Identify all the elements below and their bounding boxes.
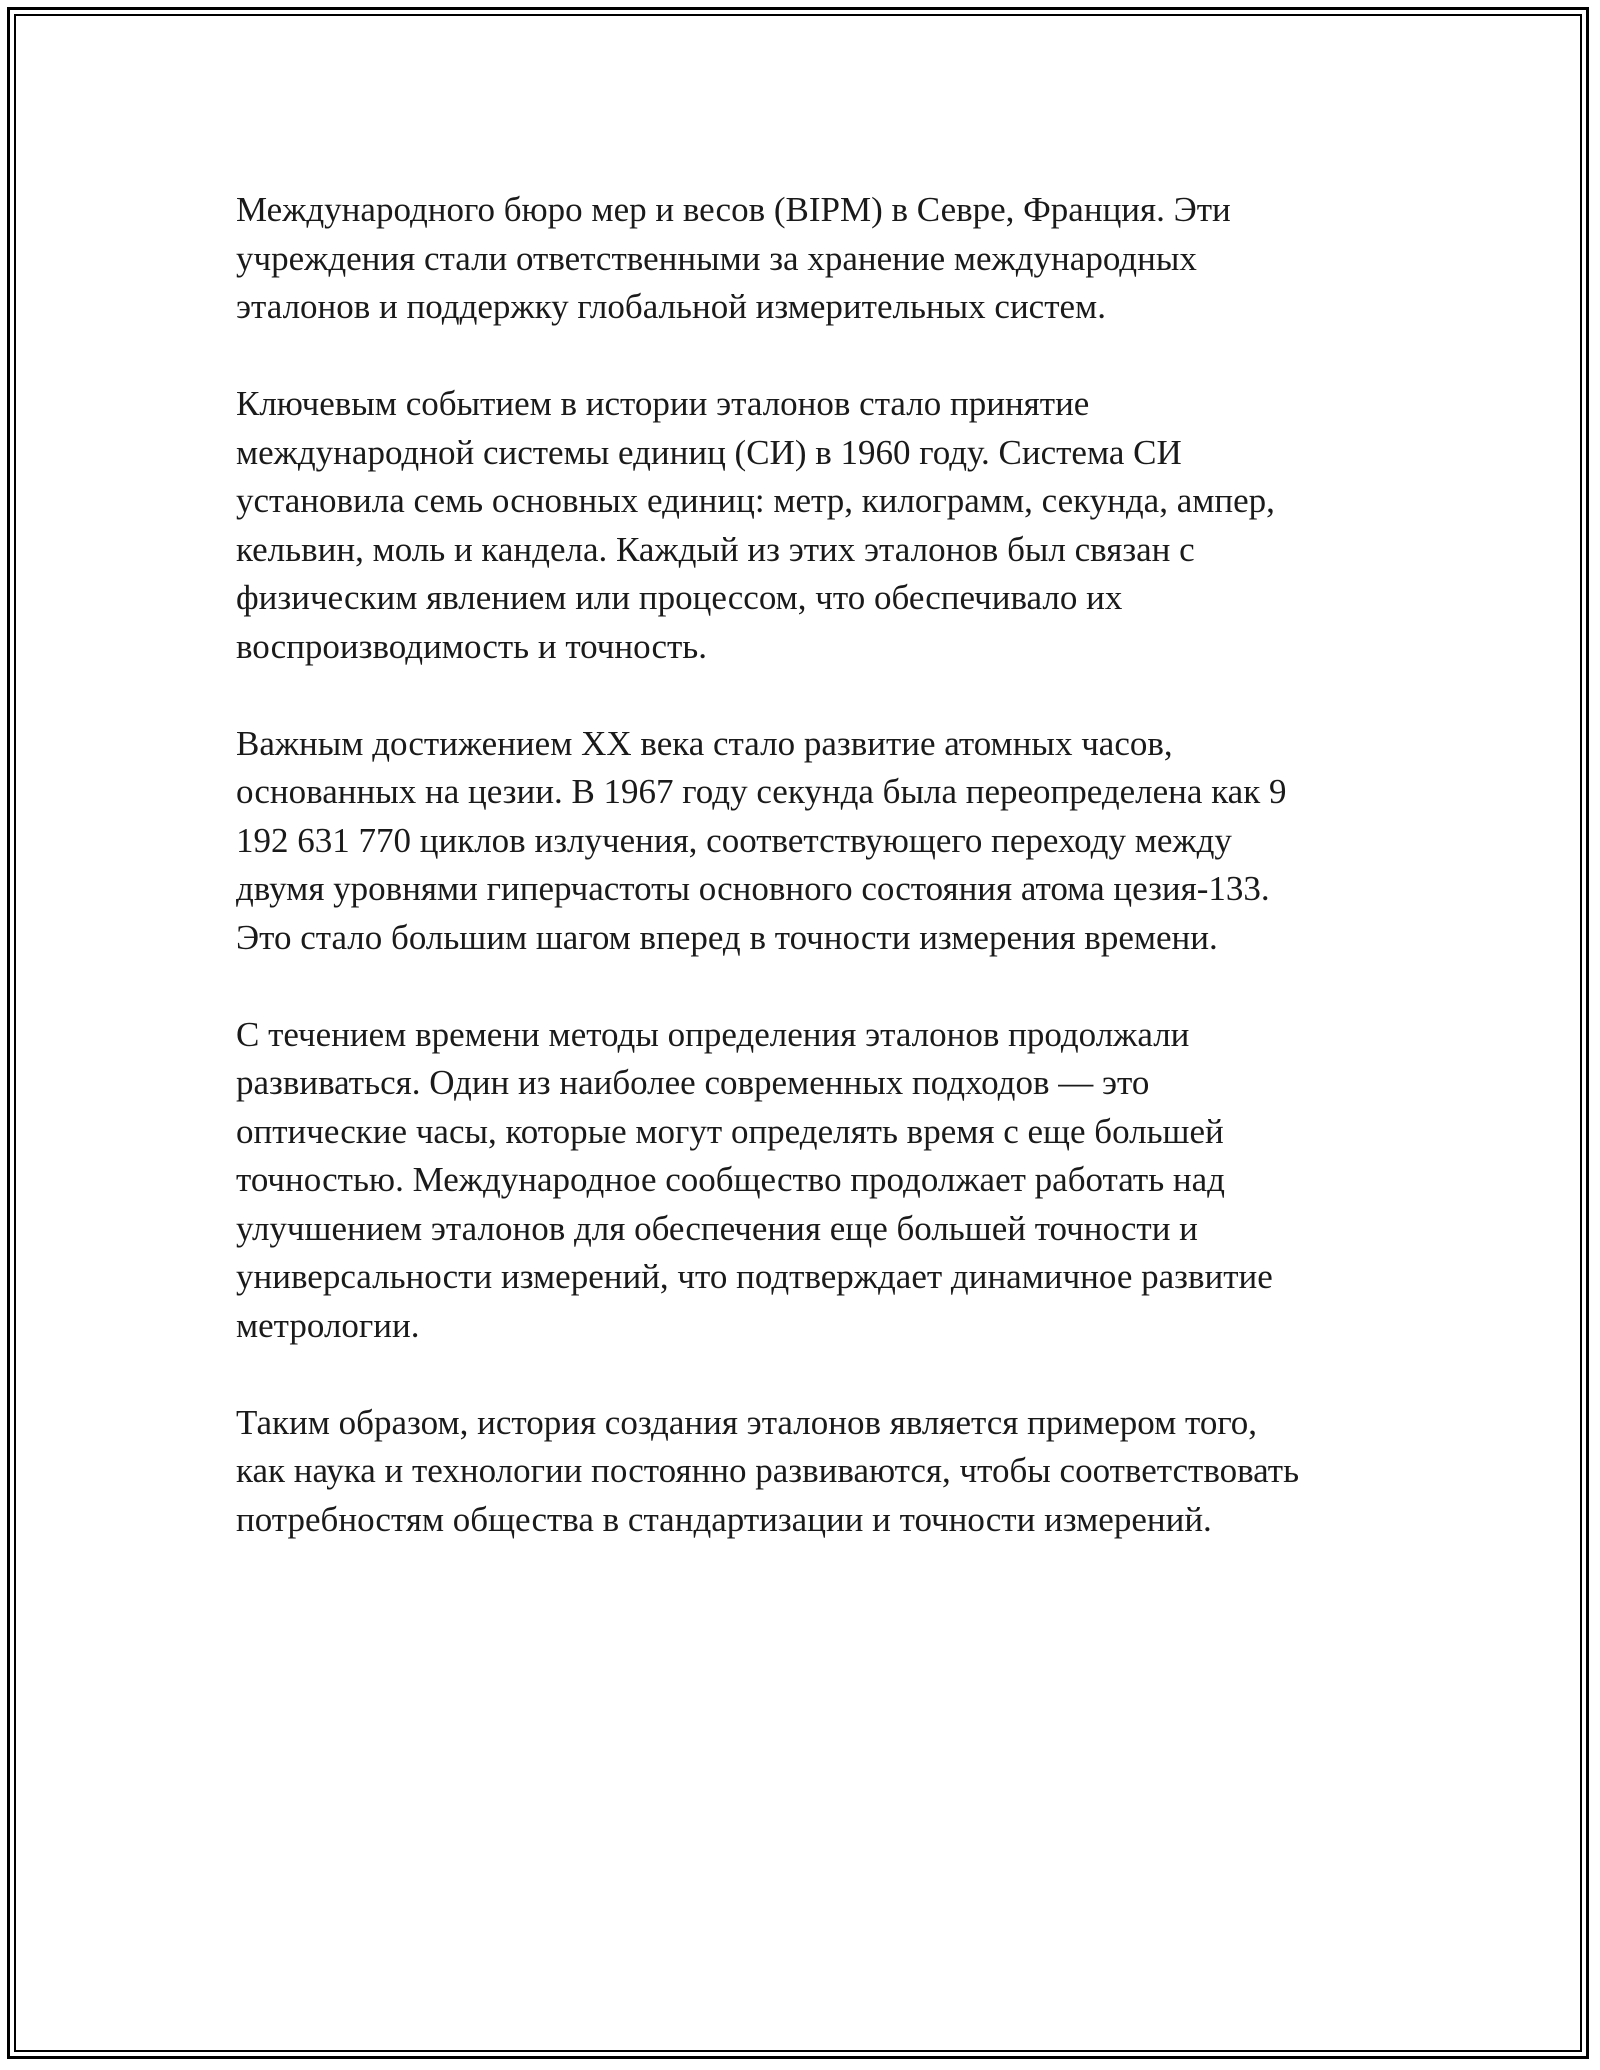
text-line: потребностям общества в стандартизации и точности измерений. bbox=[236, 1499, 1212, 1539]
text-line: оптические часы, которые могут определять время с еще большей bbox=[236, 1111, 1224, 1151]
text-line: Международного бюро мер и весов (BIPM) в Севре, Франция. Эти bbox=[236, 190, 1231, 229]
document-body bbox=[236, 186, 1386, 1593]
text-line: международной системы единиц (СИ) в 1960 году. Система СИ bbox=[236, 432, 1182, 472]
text-line: С течением времени методы определения эталонов продолжали bbox=[236, 1014, 1190, 1054]
paragraph-5 bbox=[236, 1399, 1386, 1545]
paragraph-1 bbox=[236, 186, 1386, 332]
text-line: развиваться. Один из наиболее современных подходов — это bbox=[236, 1063, 1150, 1102]
text-line: двумя уровнями гиперчастоты основного состояния атома цезия-133. bbox=[236, 869, 1270, 908]
text-line: основанных на цезии. В 1967 году секунда была переопределена как 9 bbox=[236, 772, 1287, 811]
text-line: воспроизводимость и точность. bbox=[236, 626, 708, 666]
paragraph-3 bbox=[236, 720, 1386, 963]
paragraph-2 bbox=[236, 380, 1386, 671]
text-line: точностью. Международное сообщество продолжает работать над bbox=[236, 1160, 1225, 1199]
text-line: физическим явлением или процессом, что обеспечивало их bbox=[236, 578, 1123, 617]
text-line: улучшением эталонов для обеспечения еще большей точности и bbox=[236, 1208, 1198, 1248]
text-line: Таким образом, история создания эталонов является примером того, bbox=[236, 1402, 1258, 1442]
text-line: Важным достижением XX века стало развитие атомных часов, bbox=[236, 723, 1173, 763]
text-line: Ключевым событием в истории эталонов стало принятие bbox=[236, 384, 1090, 423]
text-line: метрологии. bbox=[236, 1305, 420, 1345]
text-line: 192 631 770 циклов излучения, соответствующего переходу между bbox=[236, 820, 1232, 860]
text-line: эталонов и поддержку глобальной измерительных систем. bbox=[236, 287, 1106, 326]
text-line: как наука и технологии постоянно развиваются, чтобы соответствовать bbox=[236, 1451, 1300, 1490]
text-line: установила семь основных единиц: метр, килограмм, секунда, ампер, bbox=[236, 481, 1275, 520]
text-line: Это стало большим шагом вперед в точности измерения времени. bbox=[236, 917, 1218, 957]
text-line: кельвин, моль и кандела. Каждый из этих эталонов был связан с bbox=[236, 529, 1195, 569]
text-line: универсальности измерений, что подтверждает динамичное развитие bbox=[236, 1257, 1273, 1296]
paragraph-4 bbox=[236, 1011, 1386, 1351]
text-line: учреждения стали ответственными за хранение международных bbox=[236, 238, 1197, 278]
